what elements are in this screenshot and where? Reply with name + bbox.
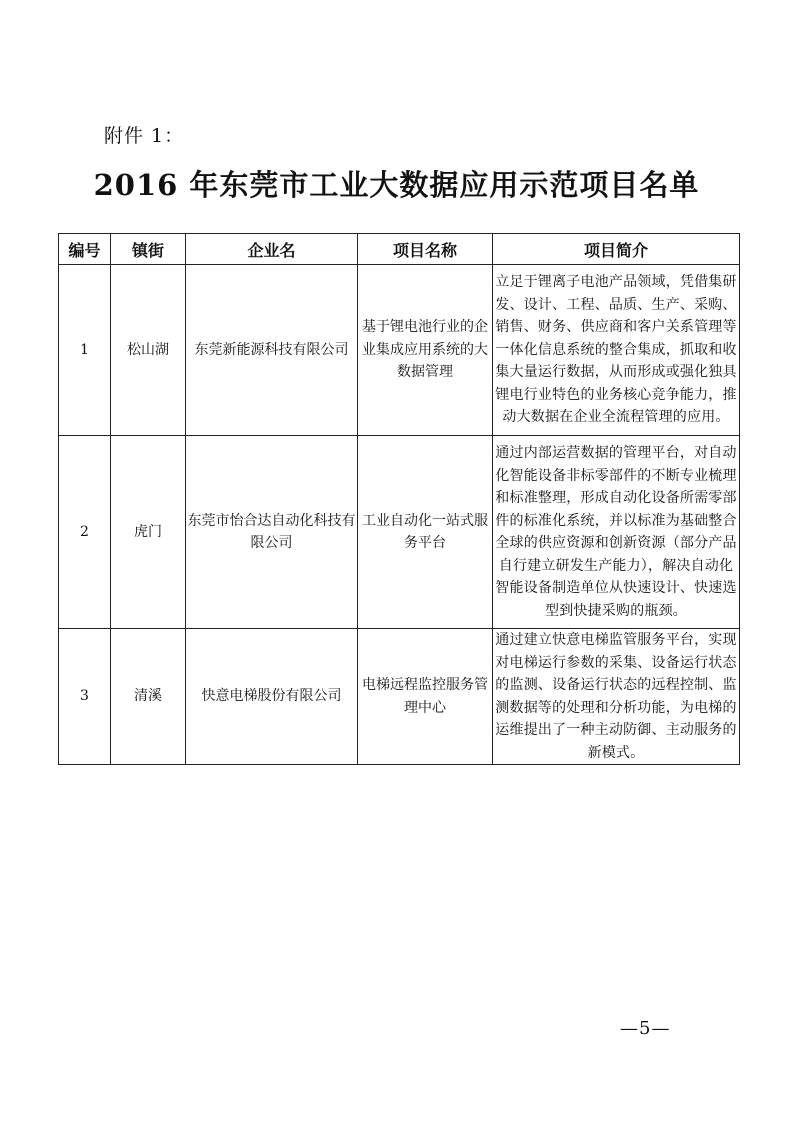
page-number: —5— (620, 1018, 671, 1039)
cell-project-name: 工业自动化一站式服务平台 (358, 436, 493, 629)
cell-company: 快意电梯股份有限公司 (186, 629, 358, 765)
cell-town: 清溪 (111, 629, 186, 765)
header-project-name: 项目名称 (358, 234, 493, 265)
header-number: 编号 (59, 234, 111, 265)
project-table (58, 233, 740, 765)
cell-company: 东莞新能源科技有限公司 (186, 265, 358, 436)
header-project-summary: 项目简介 (493, 234, 740, 265)
table-row (59, 436, 740, 629)
cell-town: 松山湖 (111, 265, 186, 436)
cell-town: 虎门 (111, 436, 186, 629)
document-title: 2016 年东莞市工业大数据应用示范项目名单 (93, 168, 700, 202)
cell-project-name: 电梯远程监控服务管理中心 (358, 629, 493, 765)
table-row (59, 629, 740, 765)
cell-number: 1 (59, 265, 111, 436)
cell-number: 3 (59, 629, 111, 765)
cell-project-name: 基于锂电池行业的企业集成应用系统的大数据管理 (358, 265, 493, 436)
cell-number: 2 (59, 436, 111, 629)
attachment-label: 附件 1： (104, 125, 185, 147)
table-row (59, 265, 740, 436)
cell-project-summary: 通过建立快意电梯监管服务平台，实现对电梯运行参数的采集、设备运行状态的监测、设备运行状态的远程控制、监测数据等的处理和分析功能，为电梯的运维提出了一种主动防御、主动服务的新模式。 (493, 629, 740, 765)
cell-company: 东莞市怡合达自动化科技有限公司 (186, 436, 358, 629)
cell-project-summary: 立足于锂离子电池产品领域，凭借集研发、设计、工程、品质、生产、采购、销售、财务、供应商和客户关系管理等一体化信息系统的整合集成，抓取和收集大量运行数据，从而形成或强化独具锂电行业特色的业务核心竞争能力，推动大数据在企业全流程管理的应用。 (493, 265, 740, 436)
header-company: 企业名 (186, 234, 358, 265)
cell-project-summary: 通过内部运营数据的管理平台，对自动化智能设备非标零部件的不断专业梳理和标准整理，形成自动化设备所需零部件的标准化系统，并以标准为基础整合全球的供应资源和创新资源（部分产品自行建立研发生产能力），解决自动化智能设备制造单位从快速设计、快速选型到快捷采购的瓶颈。 (493, 436, 740, 629)
table-header-row (59, 234, 740, 265)
header-town: 镇街 (111, 234, 186, 265)
